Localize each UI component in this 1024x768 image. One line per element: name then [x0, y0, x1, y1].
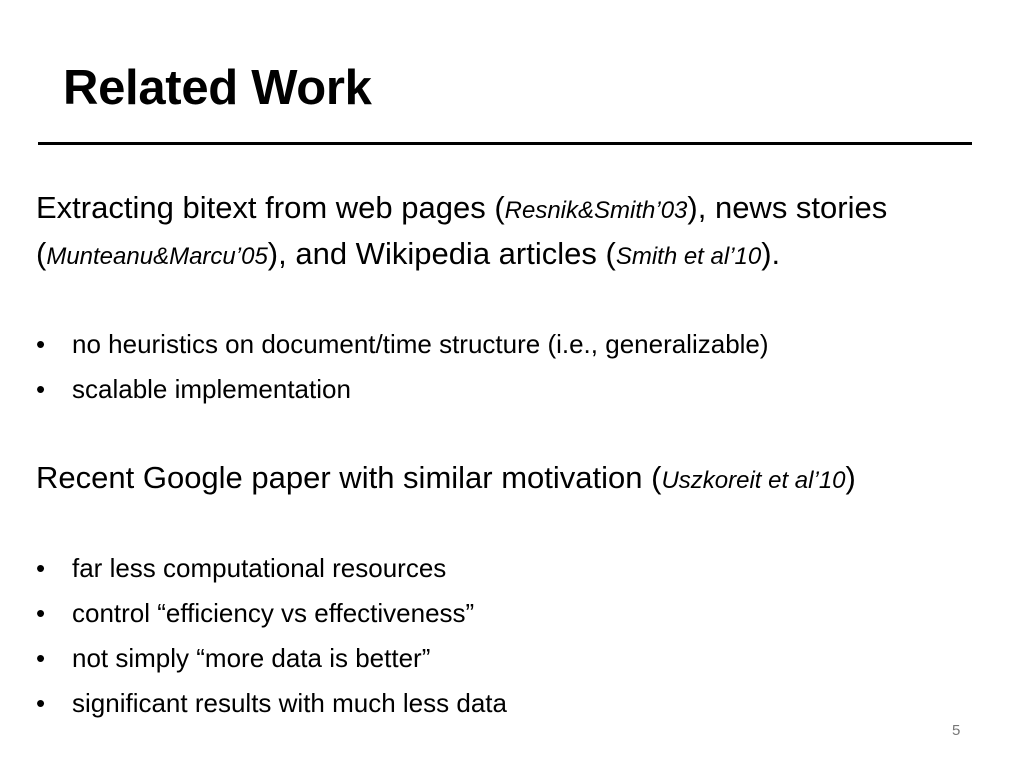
page-number: 5 [952, 722, 961, 739]
text-run: ) [845, 460, 856, 495]
bullet-item [36, 591, 507, 636]
bullet-list-section2 [36, 546, 507, 726]
text-run: Recent Google paper with similar motivation ( [36, 460, 662, 495]
bullet-list-section1 [36, 322, 769, 412]
text-run: Extracting bitext from web pages ( [36, 190, 505, 225]
title-divider [38, 142, 972, 145]
citation-uszkoreit-et-al: Uszkoreit et al’10 [661, 467, 846, 494]
bullet-text: control “efficiency vs effectiveness” [72, 598, 475, 628]
citation-munteanu-marcu: Munteanu&Marcu’05 [46, 243, 268, 270]
bullet-marker: • [36, 553, 46, 583]
text-run: ). [761, 236, 781, 271]
citation-smith-et-al: Smith et al’10 [615, 243, 762, 270]
bullet-marker: • [36, 598, 46, 628]
bullet-item [36, 367, 769, 412]
text-run: ), and Wikipedia articles ( [267, 236, 616, 271]
bullet-marker: • [36, 329, 46, 359]
bullet-item [36, 681, 507, 726]
bullet-text: scalable implementation [72, 374, 351, 404]
bullet-text: not simply “more data is better” [72, 643, 431, 673]
bullet-text: far less computational resources [72, 553, 447, 583]
bullet-marker: • [36, 374, 46, 404]
bullet-text: no heuristics on document/time structure (i.e., generalizable) [72, 329, 769, 359]
bullet-marker: • [36, 688, 46, 718]
citation-resnik-smith: Resnik&Smith’03 [504, 197, 688, 224]
bullet-item [36, 636, 507, 681]
bullet-text: significant results with much less data [72, 688, 507, 718]
paragraph-google-paper [36, 456, 991, 502]
bullet-item [36, 546, 507, 591]
slide-title: Related Work [63, 61, 372, 115]
paragraph-bitext-extraction [36, 186, 991, 278]
bullet-marker: • [36, 643, 46, 673]
text-run: ), news stories ( [36, 190, 888, 271]
bullet-item [36, 322, 769, 367]
